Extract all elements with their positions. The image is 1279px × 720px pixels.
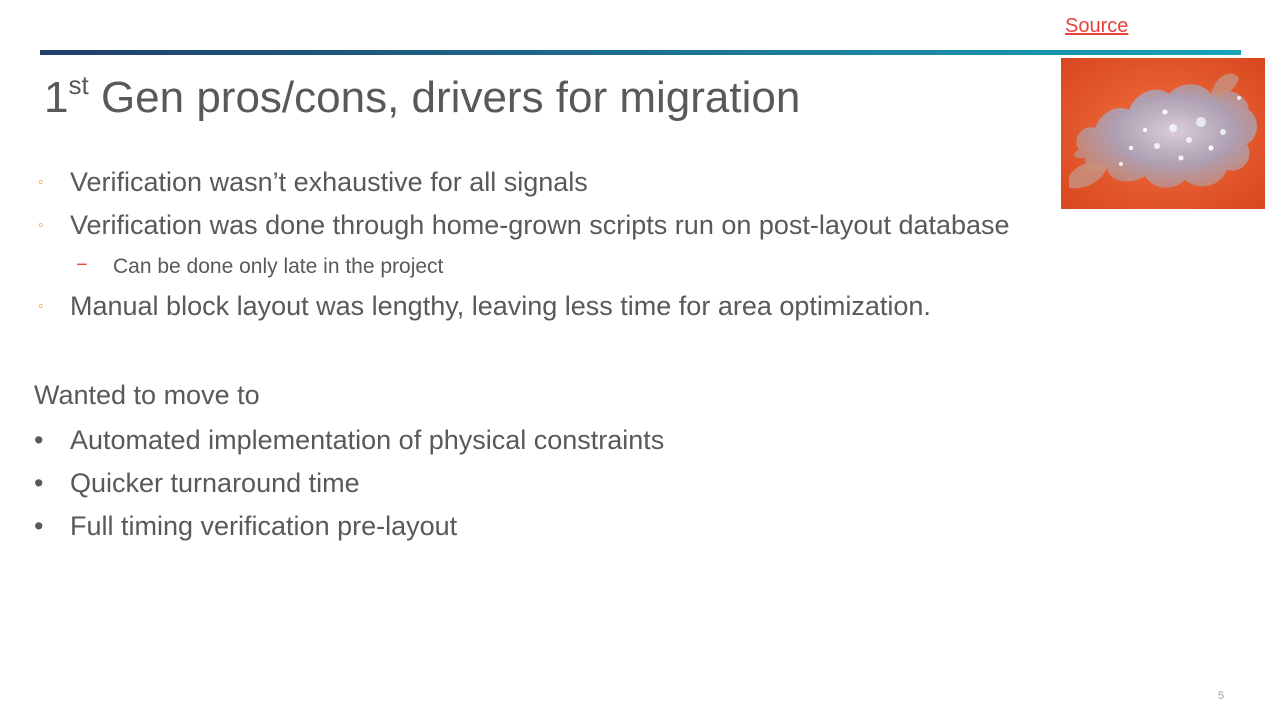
title-main: 1 bbox=[44, 73, 69, 122]
amoeba-photo bbox=[1061, 58, 1265, 209]
bullet-item bbox=[38, 209, 1010, 241]
sub-bullet-text: Can be done only late in the project bbox=[113, 255, 444, 278]
wanted-text: Automated implementation of physical constraints bbox=[70, 425, 665, 455]
bullet-item bbox=[38, 290, 931, 322]
bullet-item bbox=[38, 166, 588, 198]
dot-bullet-icon: • bbox=[34, 511, 44, 541]
header-divider bbox=[40, 50, 1241, 55]
wanted-heading: Wanted to move to bbox=[34, 380, 260, 410]
wanted-item bbox=[34, 510, 458, 542]
dash-bullet-icon: − bbox=[76, 254, 88, 276]
circle-bullet-icon: ◦ bbox=[38, 217, 44, 234]
dot-bullet-icon: • bbox=[34, 425, 44, 455]
bullet-text: Verification was done through home-grown scripts run on post-layout database bbox=[70, 210, 1010, 240]
bullet-text: Verification wasn’t exhaustive for all signals bbox=[70, 167, 588, 197]
wanted-item bbox=[34, 467, 360, 499]
title-rest: Gen pros/cons, drivers for migration bbox=[88, 73, 801, 122]
dot-bullet-icon: • bbox=[34, 468, 44, 498]
bullet-text: Manual block layout was lengthy, leaving less time for area optimization. bbox=[70, 291, 931, 321]
circle-bullet-icon: ◦ bbox=[38, 174, 44, 191]
circle-bullet-icon: ◦ bbox=[38, 298, 44, 315]
title-superscript: st bbox=[68, 70, 89, 100]
wanted-text: Quicker turnaround time bbox=[70, 468, 360, 498]
slide-title bbox=[44, 72, 800, 124]
source-link[interactable]: Source bbox=[1065, 15, 1129, 37]
sub-bullet-item bbox=[76, 254, 444, 280]
wanted-text: Full timing verification pre-layout bbox=[70, 511, 458, 541]
page-number: 5 bbox=[1218, 690, 1225, 702]
wanted-item bbox=[34, 424, 665, 456]
